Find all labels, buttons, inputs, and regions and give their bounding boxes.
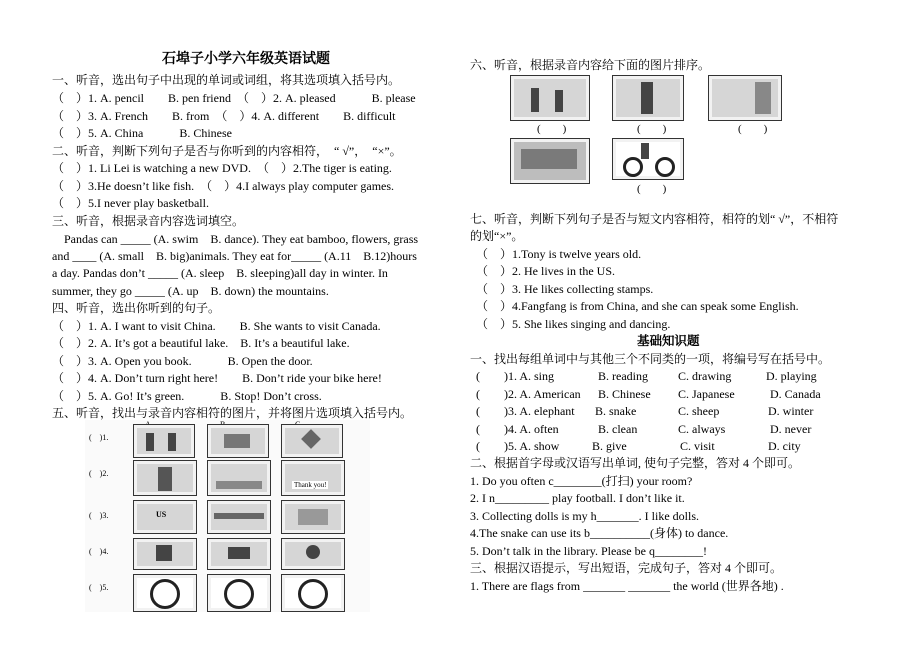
basic1-cell: ( )1. A. sing — [476, 369, 555, 383]
us-label: US — [156, 510, 167, 519]
no-turn-right-icon — [224, 579, 254, 609]
section7-row: （ ）2. He lives in the US. — [476, 264, 615, 278]
picture-thank-you — [281, 460, 345, 496]
section3-header: 三、听音，根据录音内容选词填空。 — [52, 214, 245, 228]
section1-row: （ ）3. A. French B. from （ ）4. A. different B. difficult — [52, 109, 396, 123]
basic2-row: 3. Collecting dolls is my h_______. I like dolls. — [470, 509, 699, 523]
picture-lake — [207, 460, 271, 496]
basic-knowledge-title: 基础知识题 — [637, 334, 700, 348]
basic1-cell: B. clean — [598, 422, 638, 436]
section7-row: （ ）4.Fangfang is from China, and she can speak some English. — [476, 299, 799, 313]
basic1-cell: D. playing — [766, 369, 817, 383]
section4-header: 四、听音，选出你听到的句子。 — [52, 301, 221, 315]
basic1-cell: C. visit — [680, 439, 715, 453]
s6-bracket: ( ) — [537, 123, 567, 135]
section2-row: （ ）5.I never play basketball. — [52, 196, 209, 210]
basic1-cell: C. always — [678, 422, 726, 436]
basic2-row: 2. I n_________ play football. I don’t like it. — [470, 491, 685, 505]
picture-dvd — [207, 424, 269, 458]
picture-no-turn-sign — [207, 574, 271, 612]
section3-row: Pandas can _____ (A. swim B. dance). They eat bamboo, flowers, grass — [52, 232, 419, 246]
picture-friends — [133, 424, 195, 458]
s5-row-bracket: ( )2. — [89, 469, 109, 478]
s6-picture-2 — [612, 75, 684, 121]
section2-header: 二、听音，判断下列句子是否与你听到的内容相符， “ √”， “×”。 — [52, 144, 402, 158]
section5-header: 五、听音，找出与录音内容相符的图片，并将图片选项填入括号内。 — [52, 406, 413, 420]
section2-row: （ ）1. Li Lei is watching a new DVD. （ ）2.The tiger is eating. — [52, 161, 392, 175]
section7-header-cont: 的划“×”。 — [470, 229, 524, 243]
section7-header: 七、听音，判断下列句子是否与短文内容相符，相符的划“ √”，不相符 — [470, 212, 839, 226]
basic3-row: 1. There are flags from _______ _______ the world (世界各地) . — [470, 579, 784, 593]
picture-no-bike-sign — [133, 574, 197, 612]
s5-row-bracket: ( )3. — [89, 511, 109, 520]
s6-picture-4 — [510, 138, 590, 184]
picture-pagoda — [133, 460, 197, 496]
basic1-cell: D. never — [770, 422, 812, 436]
section3-row: and ____ (A. small B. big)animals. They eat for_____ (A.11 B.12)hours — [52, 249, 417, 263]
no-bike-icon — [150, 579, 180, 609]
basic1-cell: D. Canada — [770, 387, 821, 401]
basic1-cell: ( )3. A. elephant — [476, 404, 575, 418]
picture-open-book — [281, 500, 345, 534]
s5-row-bracket: ( )1. — [89, 433, 109, 442]
section7-row: （ ）5. She likes singing and dancing. — [476, 317, 671, 331]
basic1-cell: C. Japanese — [678, 387, 735, 401]
section1-row: （ ）1. A. pencil B. pen friend （ ）2. A. pleased B. please — [52, 91, 416, 105]
basic1-cell: D. winter — [768, 404, 814, 418]
basic2-header: 二、根据首字母或汉语写出单词, 使句子完整，答对 4 个即可。 — [470, 456, 801, 470]
basic1-cell: ( )2. A. American — [476, 387, 581, 401]
basic1-cell: D. city — [768, 439, 801, 453]
picture-basketball — [281, 538, 345, 570]
basic2-row: 5. Don’t talk in the library. Please be q________! — [470, 544, 707, 558]
basic1-cell: C. sheep — [678, 404, 720, 418]
section7-row: （ ）1.Tony is twelve years old. — [476, 247, 642, 261]
basic2-row: 1. Do you often c________(打扫) your room? — [470, 474, 693, 488]
basic1-cell: B. give — [592, 439, 627, 453]
no-swimming-icon — [298, 579, 328, 609]
s6-picture-5 — [612, 138, 684, 180]
basic3-header: 三、根据汉语提示，写出短语，完成句子，答对 4 个即可。 — [470, 561, 783, 575]
s5-row-bracket: ( )5. — [89, 583, 109, 592]
section1-header: 一、听音，选出句子中出现的单词或词组，将其选项填入括号内。 — [52, 73, 401, 87]
section5-picture-grid — [85, 420, 370, 612]
section4-row: （ ）2. A. It’s got a beautiful lake. B. It’s a beautiful lake. — [52, 336, 350, 350]
basic1-header: 一、找出每组单词中与其他三个不同类的一项，将编号写在括号中。 — [470, 352, 831, 366]
thank-you-label: Thank you! — [294, 481, 327, 489]
basic2-row: 4.The snake can use its b__________(身体) to dance. — [470, 526, 729, 540]
section4-row: （ ）3. A. Open you book. B. Open the door. — [52, 354, 313, 368]
basic1-cell: B. Chinese — [598, 387, 651, 401]
picture-kite — [281, 424, 343, 458]
s6-picture-3 — [708, 75, 782, 121]
picture-stamps — [207, 500, 271, 534]
section2-row: （ ）3.He doesn’t like fish. （ ）4.I always play computer games. — [52, 179, 395, 193]
picture-us-book — [133, 500, 197, 534]
s6-bracket: ( ) — [637, 123, 667, 135]
basic1-cell: B. snake — [595, 404, 637, 418]
basic1-cell: B. reading — [598, 369, 648, 383]
picture-sleeping — [207, 538, 271, 570]
picture-no-swim-sign — [281, 574, 345, 612]
page-title: 石埠子小学六年级英语试题 — [162, 52, 330, 67]
section6-header: 六、听音，根据录音内容给下面的图片排序。 — [470, 58, 711, 72]
s5-row-bracket: ( )4. — [89, 547, 109, 556]
basic1-cell: ( )5. A. show — [476, 439, 560, 453]
section4-row: （ ）5. A. Go! It’s green. B. Stop! Don’t cross. — [52, 389, 322, 403]
s6-bracket: ( ) — [738, 123, 768, 135]
section3-row: a day. Pandas don’t _____ (A. sleep B. sleeping)all day in winter. In — [52, 266, 388, 280]
section1-row: （ ）5. A. China B. Chinese — [52, 126, 232, 140]
s6-bracket: ( ) — [637, 183, 667, 195]
section4-row: （ ）4. A. Don’t turn right here! B. Don’t ride your bike here! — [52, 371, 382, 385]
section3-row: summer, they go _____ (A. up B. down) the mountains. — [52, 284, 329, 298]
section4-row: （ ）1. A. I want to visit China. B. She wants to visit Canada. — [52, 319, 381, 333]
section7-row: （ ）3. He likes collecting stamps. — [476, 282, 654, 296]
s6-picture-1 — [510, 75, 590, 121]
basic1-cell: C. drawing — [678, 369, 732, 383]
basic1-cell: ( )4. A. often — [476, 422, 559, 436]
picture-computer — [133, 538, 197, 570]
